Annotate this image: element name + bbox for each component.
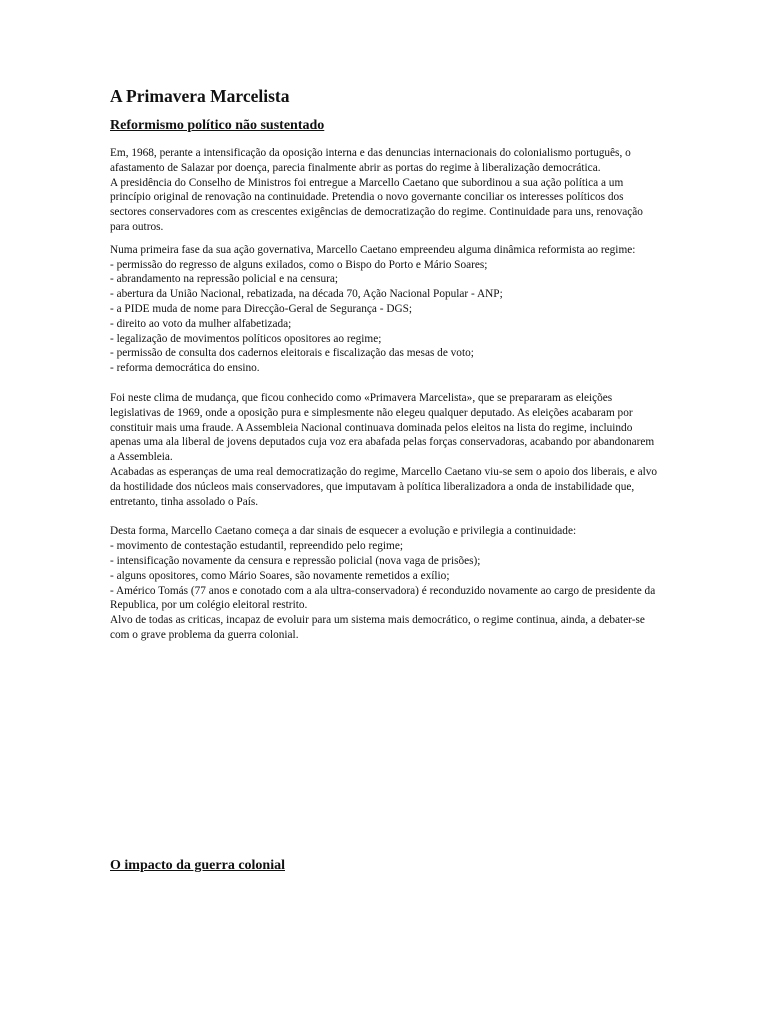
list-item: - abertura da União Nacional, rebatizada, na década 70, Ação Nacional Popular - ANP; <box>110 288 503 301</box>
section-heading-reformismo: Reformismo político não sustentado <box>110 118 325 133</box>
list-item: - alguns opositores, como Mário Soares, são novamente remetidos a exílio; <box>110 569 450 582</box>
list-item: - legalização de movimentos políticos opositores ao regime; <box>110 332 382 345</box>
list-item: - a PIDE muda de nome para Direcção-Geral de Segurança - DGS; <box>110 302 413 315</box>
list-item: - permissão de consulta dos cadernos eleitorais e fiscalização das mesas de voto; <box>110 347 474 360</box>
list-item: - direito ao voto da mulher alfabetizada; <box>110 317 292 330</box>
list-item: - intensificação novamente da censura e repressão policial (nova vaga de prisões); <box>110 554 481 567</box>
section-heading-guerra-colonial: O impacto da guerra colonial <box>110 858 285 873</box>
document-body <box>110 146 658 643</box>
paragraph: Numa primeira fase da sua ação governativa, Marcello Caetano empreendeu alguma dinâmica reformista ao regime: <box>110 243 636 256</box>
list-item: - movimento de contestação estudantil, repreendido pelo regime; <box>110 540 403 553</box>
paragraph: Alvo de todas as criticas, incapaz de evoluir para um sistema mais democrático, o regime continua, ainda, a debater-se com o grave problema da guerra colonial. <box>110 614 645 641</box>
paragraph: Desta forma, Marcello Caetano começa a dar sinais de esquecer a evolução e privilegia a continuidade: <box>110 525 577 538</box>
list-item: - Américo Tomás (77 anos e conotado com a ala ultra-conservadora) é reconduzido novamente ao cargo de presidente da Republica, por um colégio eleitoral restrito. <box>110 584 656 612</box>
list-item: - abrandamento na repressão policial e na censura; <box>110 273 339 286</box>
paragraph: A presidência do Conselho de Ministros foi entregue a Marcello Caetano que subordinou a sua ação política a um princípio original de renovação na continuidade. Pretendia o novo governante conciliar os interesses políticos dos sectores conservadores com as crescentes exigências de democratização do regime. Continuidade para uns, renovação para outros. <box>110 176 643 233</box>
list-item: - permissão do regresso de alguns exilados, como o Bispo do Porto e Mário Soares; <box>110 258 488 271</box>
paragraph: Em, 1968, perante a intensificação da oposição interna e das denuncias internacionais do colonialismo português, o afastamento de Salazar por doença, parecia finalmente abrir as portas do regime à liberalização democrática. <box>110 147 631 174</box>
document-title: A Primavera Marcelista <box>110 86 290 106</box>
paragraph: Foi neste clima de mudança, que ficou conhecido como «Primavera Marcelista», que se prepararam as eleições legislativas de 1969, onde a oposição pura e simplesmente não elegeu qualquer deputado. As eleições acabaram por constituir mais uma fraude. A Assembleia Nacional continuava dominada pelos eleitos na lista do regime, incluindo apenas uma ala liberal de jovens deputados cuja voz era abafada pelas forças conservadoras, acabando por abandonarem a Assembleia. <box>110 391 655 464</box>
list-item: - reforma democrática do ensino. <box>110 362 260 375</box>
paragraph: Acabadas as esperanças de uma real democratização do regime, Marcello Caetano viu-se sem o apoio dos liberais, e alvo da hostilidade dos núcleos mais conservadores, que imputavam à política liberalizadora a onda de instabilidade que, entretanto, tinha assolado o País. <box>110 465 658 508</box>
